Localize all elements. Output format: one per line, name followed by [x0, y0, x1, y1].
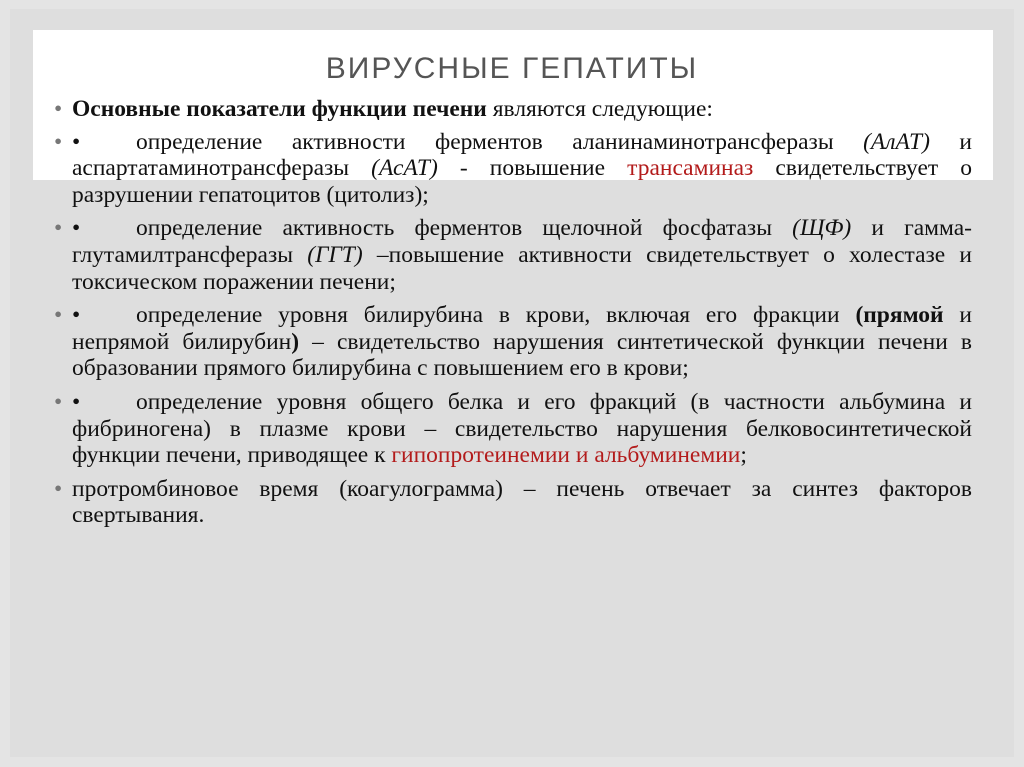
item-text	[72, 389, 972, 469]
inner-bullet: •	[72, 302, 81, 329]
list-item-bilirubin	[52, 302, 972, 382]
bold-direct: (прямой	[855, 302, 944, 329]
intro-text	[72, 96, 972, 123]
bullet-marker: •	[54, 302, 63, 329]
text-run: протромбиновое время (коагулограмма) – печень отвечает за синтез факторов свертывания.	[72, 475, 972, 529]
text-run: и аспартатаминотрансферазы	[72, 128, 972, 182]
item-text	[72, 302, 972, 382]
item-text	[72, 215, 972, 295]
text-run: –повышение активности свидетельствует о холестазе и токсическом поражении печени;	[72, 241, 973, 295]
text-run: определение уровня общего белка и его фракций (в частности альбумина и фибриногена) в плазме крови – свидетельство нарушения белковосинтетической функции печени, приводящее к	[72, 388, 972, 469]
inner-bullet: •	[72, 388, 81, 415]
text-run: ;	[740, 442, 747, 469]
highlight-transaminases: трансаминаз	[627, 155, 754, 182]
inner-bullet: •	[72, 128, 81, 155]
item-text	[72, 129, 972, 209]
item-text	[72, 476, 972, 529]
abbr-asat: (АсАТ)	[371, 155, 438, 182]
text-run: - повышение	[437, 155, 628, 182]
bullet-marker: •	[54, 388, 63, 415]
intro-item	[52, 96, 972, 123]
bullet-marker: •	[54, 475, 63, 502]
bullet-marker: •	[54, 96, 63, 122]
list-item-protein	[52, 389, 972, 469]
bullet-marker: •	[54, 128, 63, 155]
intro-bold: Основные показатели функции печени	[72, 96, 487, 122]
inner-bullet: •	[72, 215, 81, 242]
list-item-alp-ggt	[52, 215, 972, 295]
list-item-prothrombin	[52, 476, 972, 529]
text-run: определение активность ферментов щелочной фосфатазы	[136, 215, 793, 242]
text-run: определение уровня билирубина в крови, включая его фракции	[136, 302, 856, 329]
text-run: и гамма-глутамилтрансферазы	[72, 215, 973, 268]
bullet-marker: •	[54, 215, 63, 242]
bold-paren: )	[291, 328, 300, 355]
intro-rest: являются следующие:	[486, 96, 713, 122]
highlight-hypoproteinemia: гипопротеинемии и альбуминемии	[391, 442, 741, 469]
list-item-alat-asat	[52, 129, 972, 209]
text-run: – свидетельство нарушения синтетической функции печени в образовании прямого билирубина с повышением его в крови;	[72, 328, 973, 382]
abbr-alp: (ЩФ)	[792, 215, 852, 242]
text-run: свидетельствует о разрушении гепатоцитов (цитолиз);	[72, 155, 972, 208]
slide-title: ВИРУСНЫЕ ГЕПАТИТЫ	[325, 52, 699, 85]
abbr-ggt: (ГГТ)	[307, 241, 363, 268]
text-run: определение активности ферментов аланинаминотрансферазы	[136, 128, 864, 155]
text-run: и непрямой билирубин	[72, 302, 973, 355]
slide-body	[52, 96, 972, 536]
abbr-alat: (АлАТ)	[863, 128, 930, 155]
